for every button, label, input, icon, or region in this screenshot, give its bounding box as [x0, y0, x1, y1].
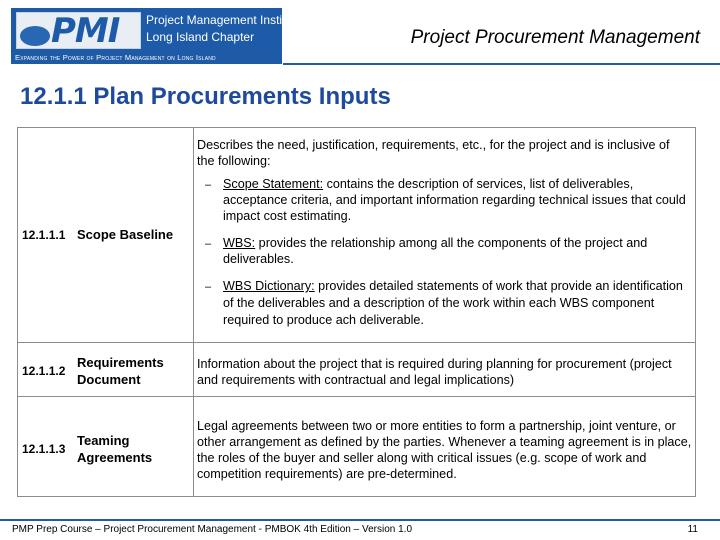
page-number: 11	[687, 524, 698, 535]
bullet-item	[223, 235, 688, 267]
bullet-text: contains the description of services, list of deliverables, acceptance criteria, and important information regarding technical issues that could impact cost estimating.	[223, 177, 686, 223]
logo-pmi-text: PMI	[51, 11, 120, 51]
footer-rule	[0, 519, 720, 521]
row-intro: Describes the need, justification, requirements, etc., for the project and is inclusive of the following:	[197, 138, 670, 168]
row-number: 12.1.1.1	[22, 228, 66, 242]
bullet-term: Scope Statement:	[223, 177, 324, 191]
logo-chapter-name: Long Island Chapter	[146, 30, 255, 44]
bullet-marker: –	[205, 281, 212, 293]
row-number: 12.1.1.3	[22, 442, 66, 456]
row-divider	[18, 342, 695, 343]
bullet-text: provides detailed statements of work that provide an identification of the deliverables and a description of the work within each WBS component required to produce ach deliverable.	[223, 279, 683, 327]
row-label: Document	[77, 372, 141, 387]
row-label: Requirements	[77, 355, 164, 370]
logo-org-name: Project Management Institute	[146, 13, 303, 27]
slide-header	[0, 0, 720, 66]
logo-tagline: Expanding the Power of Project Management on Long Island	[15, 53, 216, 62]
row-label: Scope Baseline	[77, 227, 174, 242]
inputs-table	[17, 127, 696, 497]
bullet-marker: –	[205, 179, 212, 191]
long-island-icon	[20, 26, 50, 46]
bullet-text: provides the relationship among all the components of the project and deliverables.	[223, 236, 648, 266]
row-number: 12.1.1.2	[22, 364, 66, 378]
bullet-marker: –	[205, 238, 212, 250]
row-description: Legal agreements between two or more entities to form a partnership, joint venture, or other arrangement as defined by the parties. Whenever a teaming agreement is in place, the roles of the buyer and seller along with critical issues (e.g. scope of work and competition requirements) are pre-determined.	[197, 419, 692, 481]
row-label: Teaming	[77, 433, 130, 448]
row-description: Information about the project that is required during planning for procurement (project and requirements with contractual and legal implications)	[197, 357, 672, 387]
slide-title: 12.1.1 Plan Procurements Inputs	[20, 83, 391, 110]
bullet-item	[223, 278, 688, 329]
footer-text: PMP Prep Course – Project Procurement Management - PMBOK 4th Edition – Version 1.0	[12, 524, 413, 535]
page-header-title: Project Procurement Management	[410, 27, 700, 48]
bullet-item	[223, 176, 688, 224]
logo-mark	[16, 12, 141, 49]
header-rule	[283, 63, 720, 65]
row-label: Agreements	[77, 450, 153, 465]
row-divider	[18, 396, 695, 397]
pmi-logo	[11, 8, 303, 64]
column-divider	[193, 128, 194, 496]
bullet-term: WBS Dictionary:	[223, 279, 315, 293]
logo-banner	[11, 8, 303, 52]
bullet-term: WBS:	[223, 236, 256, 250]
